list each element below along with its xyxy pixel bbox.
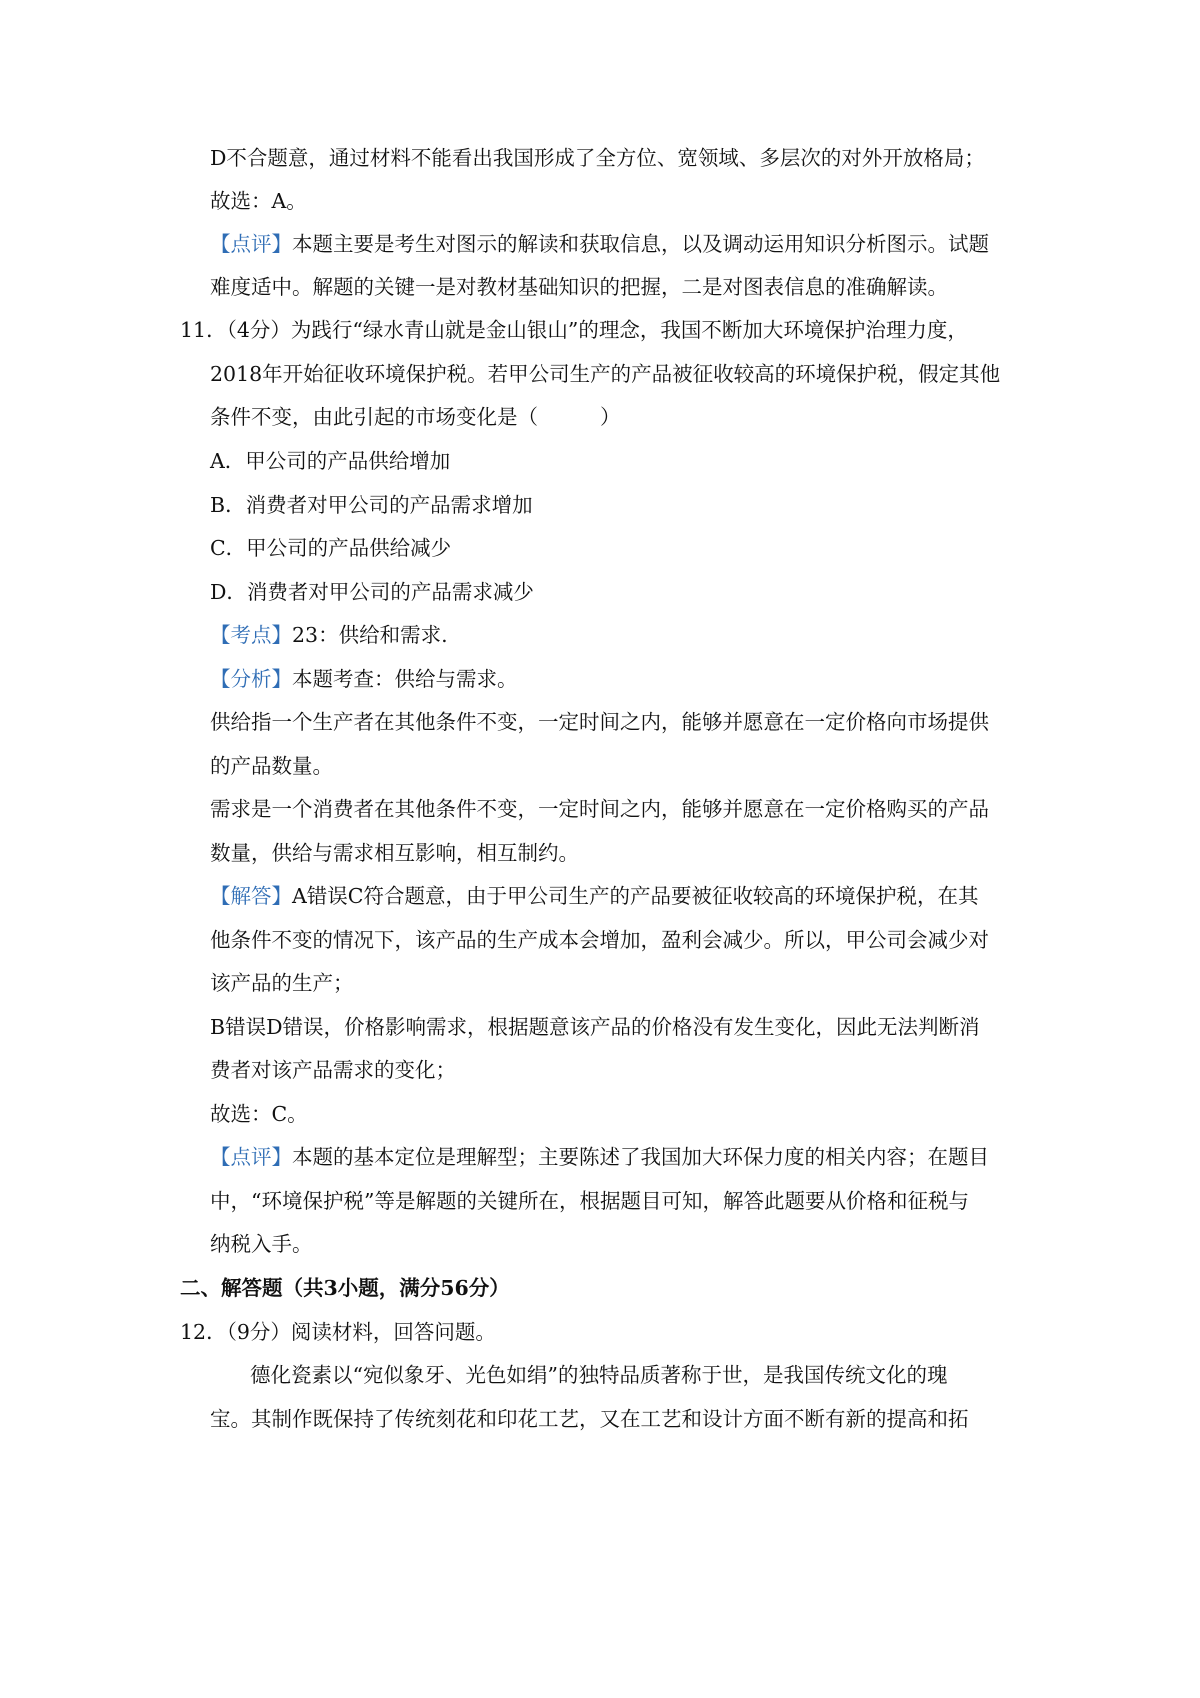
- fenxi-text: 本题考查：供给与需求。: [292, 667, 518, 691]
- dianping-text: 本题的基本定位是理解型；主要陈述了我国加大环保力度的相关内容；在题目: [292, 1145, 989, 1169]
- q11-kaodian: [210, 620, 1040, 650]
- q11-jieda-line5: 费者对该产品需求的变化；: [210, 1058, 456, 1082]
- q11-option-a: A．甲公司的产品供给增加: [210, 449, 451, 473]
- q11-stem-line1: 11．（4分）为践行“绿水青山就是金山银山”的理念，我国不断加大环境保护治理力度，: [180, 318, 968, 342]
- q11-fenxi-demand-1: 需求是一个消费者在其他条件不变，一定时间之内，能够并愿意在一定价格购买的产品: [210, 797, 989, 821]
- q10-answer: 故选：A。: [210, 189, 307, 213]
- q12-stem: 12．（9分）阅读材料，回答问题。: [180, 1320, 496, 1344]
- q11-fenxi: [210, 664, 1040, 694]
- q11-jieda-line3: 该产品的生产；: [210, 971, 354, 995]
- q11-fenxi-supply-1: 供给指一个生产者在其他条件不变，一定时间之内，能够并愿意在一定价格向市场提供: [210, 710, 989, 734]
- q11-dianping-line3: 纳税入手。: [210, 1232, 313, 1256]
- q11-dianping-line2: 中，“环境保护税”等是解题的关键所在，根据题目可知，解答此题要从价格和征税与: [210, 1189, 969, 1213]
- q10-comment-cont: 难度适中。解题的关键一是对教材基础知识的把握，二是对图表信息的准确解读。: [210, 275, 948, 299]
- q11-fenxi-demand-2: 数量，供给与需求相互影响，相互制约。: [210, 841, 579, 865]
- kaodian-tag: 【考点】: [210, 623, 292, 647]
- q10-comment: [210, 229, 1040, 259]
- q10-option-d-analysis: D不合题意，通过材料不能看出我国形成了全方位、宽领域、多层次的对外开放格局；: [210, 146, 985, 170]
- q11-option-d: D．消费者对甲公司的产品需求减少: [210, 580, 534, 604]
- q11-answer: 故选：C。: [210, 1102, 308, 1126]
- jieda-tag: 【解答】: [210, 884, 292, 908]
- q11-jieda-line4: B错误D错误，价格影响需求，根据题意该产品的价格没有发生变化，因此无法判断消: [210, 1015, 980, 1039]
- comment-tag: 【点评】: [210, 232, 292, 256]
- q11-dianping: [210, 1142, 1040, 1172]
- kaodian-text: 23：供给和需求.: [292, 623, 448, 647]
- q11-jieda-line2: 他条件不变的情况下，该产品的生产成本会增加，盈利会减少。所以，甲公司会减少对: [210, 928, 989, 952]
- q11-stem-line3: [210, 402, 1040, 432]
- fenxi-tag: 【分析】: [210, 667, 292, 691]
- q11-option-b: B．消费者对甲公司的产品需求增加: [210, 493, 533, 517]
- jieda-text: A错误C符合题意，由于甲公司生产的产品要被征收较高的环境保护税，在其: [292, 884, 979, 908]
- q12-material-line1: 德化瓷素以“宛似象牙、光色如绢”的独特品质著称于世，是我国传统文化的瑰: [250, 1363, 948, 1387]
- q11-stem-text: 条件不变，由此引起的市场变化是（: [210, 405, 538, 429]
- q11-stem-line2: 2018年开始征收环境保护税。若甲公司生产的产品被征收较高的环境保护税，假定其他: [210, 362, 1001, 386]
- q11-option-c: C．甲公司的产品供给减少: [210, 536, 452, 560]
- q11-fenxi-supply-2: 的产品数量。: [210, 754, 333, 778]
- comment-text: 本题主要是考生对图示的解读和获取信息，以及调动运用知识分析图示。试题: [292, 232, 989, 256]
- q11-stem-close: ）: [600, 405, 621, 429]
- section-title: 二、解答题（共3小题，满分56分）: [180, 1276, 510, 1300]
- q11-jieda: [210, 881, 1040, 911]
- dianping-tag: 【点评】: [210, 1145, 292, 1169]
- q12-material-line2: 宝。其制作既保持了传统刻花和印花工艺，又在工艺和设计方面不断有新的提高和拓: [210, 1407, 969, 1431]
